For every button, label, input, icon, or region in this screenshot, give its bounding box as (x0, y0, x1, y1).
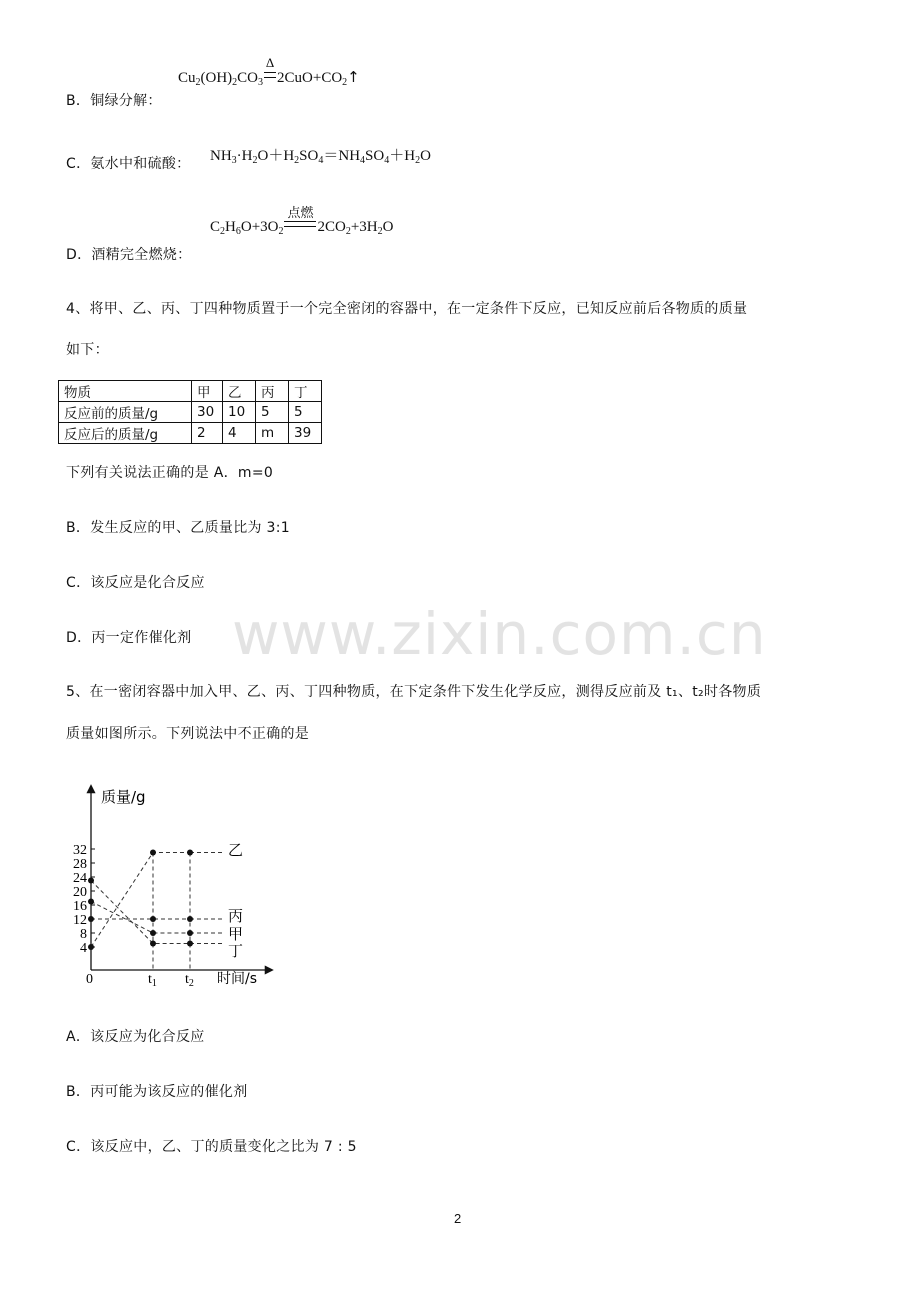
q3-option-d-equation: $C_2H_6O+3O_2$ 点燃 $2CO_2+3H_2O$ (210, 219, 393, 236)
data-point (150, 941, 156, 947)
series-label: 丙 (228, 907, 244, 925)
series-label: 甲 (228, 925, 244, 943)
y-tick-label: 8 (80, 927, 87, 942)
table-cell: 甲 (192, 381, 223, 402)
series-line (91, 902, 190, 934)
q4-option-d: D．丙一定作催化剂 (66, 630, 192, 646)
page-number: 2 (454, 1211, 462, 1226)
y-tick-label: 32 (73, 843, 87, 858)
y-tick-label: 24 (73, 871, 87, 886)
table-cell: 反应前的质量/g (59, 402, 192, 423)
table-cell: 5 (289, 402, 322, 423)
q3-option-b-label: B．铜绿分解： (66, 93, 162, 109)
data-point (88, 899, 94, 905)
q3-option-b-equation: $Cu_2(OH)_2CO_3$ Δ $2CuO+CO_2↑$ (178, 55, 360, 88)
q5-stem-line1: 5、在一密闭容器中加入甲、乙、丙、丁四种物质，在下定条件下发生化学反应，测得反应前及 t₁、t₂时各物质 (66, 684, 762, 700)
q5-option-b: B．丙可能为该反应的催化剂 (66, 1084, 248, 1100)
data-point (88, 878, 94, 884)
gas-arrow: ↑ (347, 68, 360, 86)
q3-option-c-label: C．氨水中和硫酸： (66, 156, 191, 172)
table-cell: 反应后的质量/g (59, 423, 192, 444)
x-tick-label: $t_2$ (185, 972, 194, 989)
heat-condition: Δ (265, 55, 275, 70)
table-cell: 5 (256, 402, 289, 423)
q4-option-c: C．该反应是化合反应 (66, 575, 205, 591)
x-axis-label: 时间/s (217, 971, 258, 987)
q3-option-d-label: D．酒精完全燃烧： (66, 247, 192, 263)
q4-option-a: 下列有关说法正确的是 A．m=0 (66, 465, 274, 481)
ignite-condition: 点燃 (287, 206, 314, 221)
data-point (88, 916, 94, 922)
series-line (91, 881, 190, 944)
q5-option-a: A．该反应为化合反应 (66, 1029, 205, 1045)
q3-option-c-equation: $NH_3\cdot H_2O+H_2SO_4=NH_4SO_4+H_2O$ (210, 148, 431, 166)
data-point (150, 930, 156, 936)
series-label: 乙 (228, 841, 244, 859)
data-point (88, 944, 94, 950)
data-point (187, 916, 193, 922)
y-tick-label: 20 (73, 885, 87, 900)
table-cell: 物质 (59, 381, 192, 402)
y-axis-label: 质量/g (101, 788, 146, 806)
table-cell: 30 (192, 402, 223, 423)
table-cell: m (256, 423, 289, 444)
data-point (187, 930, 193, 936)
data-point (187, 941, 193, 947)
table-cell: 丙 (256, 381, 289, 402)
data-point (187, 850, 193, 856)
watermark: www.zixin.com.cn (232, 600, 767, 668)
table-cell: 2 (192, 423, 223, 444)
y-tick-label: 4 (80, 941, 87, 956)
data-point (150, 916, 156, 922)
q4-stem-line1: 4、将甲、乙、丙、丁四种物质置于一个完全密闭的容器中，在一定条件下反应，已知反应前后各物质的质量 (66, 301, 748, 317)
table-cell: 乙 (223, 381, 256, 402)
y-tick-label: 16 (73, 899, 87, 914)
q4-option-b: B．发生反应的甲、乙质量比为 3:1 (66, 520, 290, 536)
y-tick-label: 28 (73, 857, 87, 872)
x-tick-label: $t_1$ (148, 972, 157, 989)
table-cell: 39 (289, 423, 322, 444)
table-cell: 10 (223, 402, 256, 423)
y-tick-label: 12 (73, 913, 87, 928)
series-label: 丁 (228, 942, 244, 960)
x-tick-label: 0 (86, 972, 93, 987)
q4-stem-line2: 如下： (66, 342, 109, 358)
data-point (150, 850, 156, 856)
table-cell: 丁 (289, 381, 322, 402)
table-cell: 4 (223, 423, 256, 444)
q5-stem-line2: 质量如图所示。下列说法中不正确的是 (66, 726, 310, 742)
q5-option-c: C．该反应中，乙、丁的质量变化之比为 7 : 5 (66, 1139, 357, 1155)
